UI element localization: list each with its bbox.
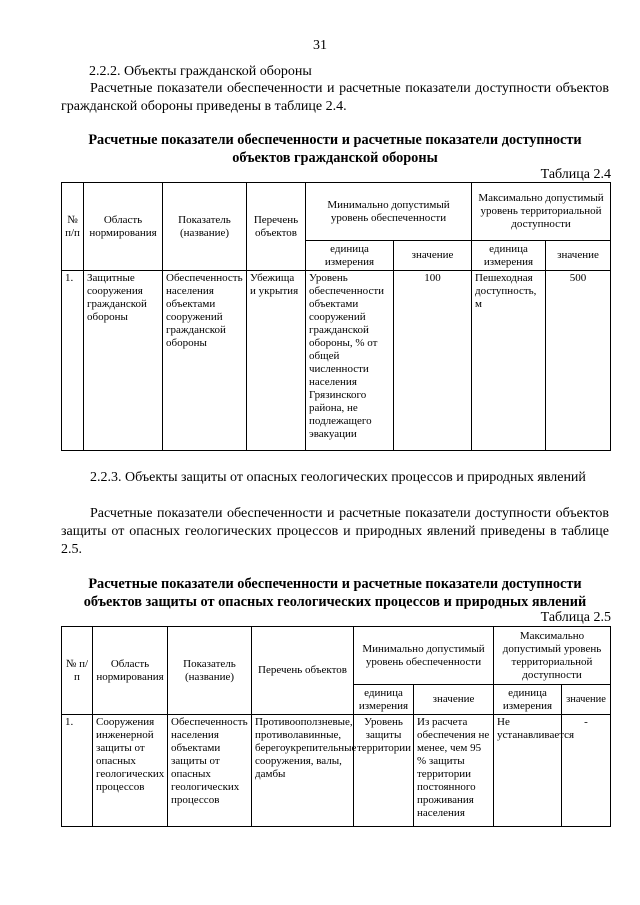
cell-num: 1.: [62, 715, 93, 827]
header-value2: значение: [546, 241, 611, 271]
cell-objects: Убежища и укрытия: [247, 271, 306, 451]
cell-value2: 500: [546, 271, 611, 451]
header-objects: Перечень объектов: [252, 627, 354, 715]
section-heading-2-2-3-part2: явлений: [537, 470, 586, 485]
cell-area: Защитные сооружения гражданской обороны: [84, 271, 163, 451]
header-max-access: Максимально допустимый уровень территориальной доступности: [472, 183, 611, 241]
table-row: [62, 715, 611, 827]
header-area: Область нормирования: [84, 183, 163, 271]
cell-num: 1.: [62, 271, 84, 451]
header-min-level: Минимально допустимый уровень обеспеченности: [354, 627, 494, 685]
cell-objects: Противооползневые, противолавинные, берегоукрепительные сооружения, валы, дамбы: [252, 715, 354, 827]
header-value1: значение: [394, 241, 472, 271]
page-number: 31: [313, 38, 327, 53]
table-row: [62, 271, 611, 451]
header-indicator: Показатель (название): [163, 183, 247, 271]
table-2-4-title-line1: Расчетные показатели обеспеченности и расчетные показатели доступности: [88, 132, 582, 148]
table-2-5-title: [52, 575, 618, 611]
header-num: № п/п: [62, 183, 84, 271]
table-2-5-title-line2: объектов защиты от опасных геологических процессов и природных явлений: [83, 594, 587, 610]
table-2-5-title-line1: Расчетные показатели обеспеченности и расчетные показатели доступности: [88, 576, 582, 592]
header-unit2: единица измерения: [472, 241, 546, 271]
header-area: Область нормирования: [93, 627, 168, 715]
cell-unit1: Уровень обеспеченности объектами сооружений гражданской обороны, % от общей численности населения Грязинского района, не подлежащего эвакуации: [306, 271, 394, 451]
header-unit1: единица измерения: [306, 241, 394, 271]
table-2-5: [61, 626, 611, 827]
section-heading-2-2-2: 2.2.2. Объекты гражданской обороны: [89, 64, 312, 79]
table-2-4: [61, 182, 611, 451]
cell-indicator: Обеспеченность населения объектами сооружений гражданской обороны: [163, 271, 247, 451]
cell-area: Сооружения инженерной защиты от опасных геологических процессов: [93, 715, 168, 827]
header-unit1: единица измерения: [354, 685, 414, 715]
table-2-4-title-line2: объектов гражданской обороны: [232, 150, 438, 166]
header-indicator: Показатель (название): [168, 627, 252, 715]
table-2-5-number: Таблица 2.5: [540, 610, 611, 625]
cell-value1: 100: [394, 271, 472, 451]
cell-value2: -: [562, 715, 611, 827]
table-2-4-title: [52, 131, 618, 167]
header-max-access: Максимально допустимый уровень территориальной доступности: [494, 627, 611, 685]
cell-indicator: Обеспеченность населения объектами защиты от опасных геологических процессов: [168, 715, 252, 827]
header-num: № п/п: [62, 627, 93, 715]
cell-value1: Из расчета обеспечения не менее, чем 95 % защиты территории постоянного проживания населения: [414, 715, 494, 827]
header-min-level: Минимально допустимый уровень обеспеченности: [306, 183, 472, 241]
table-2-4-number: Таблица 2.4: [540, 167, 611, 182]
section-heading-2-2-3-part1: 2.2.3. Объекты защиты от опасных геологических процессов и природных: [90, 470, 534, 485]
header-objects: Перечень объектов: [247, 183, 306, 271]
section-paragraph-2-2-2: Расчетные показатели обеспеченности и расчетные показатели доступности объектов гражданской обороны приведены в таблице 2.4.: [61, 81, 609, 114]
section-paragraph-2-2-3: Расчетные показатели обеспеченности и расчетные показатели доступности объектов защиты от опасных геологических процессов и природных явлений приведены в таблице 2.5.: [61, 506, 609, 557]
cell-unit2: Пешеходная доступность, м: [472, 271, 546, 451]
cell-unit2: Не устанавливается: [494, 715, 562, 827]
header-value2: значение: [562, 685, 611, 715]
cell-unit1: Уровень защиты территории: [354, 715, 414, 827]
header-value1: значение: [414, 685, 494, 715]
section-heading-2-2-3: [61, 469, 609, 487]
header-unit2: единица измерения: [494, 685, 562, 715]
